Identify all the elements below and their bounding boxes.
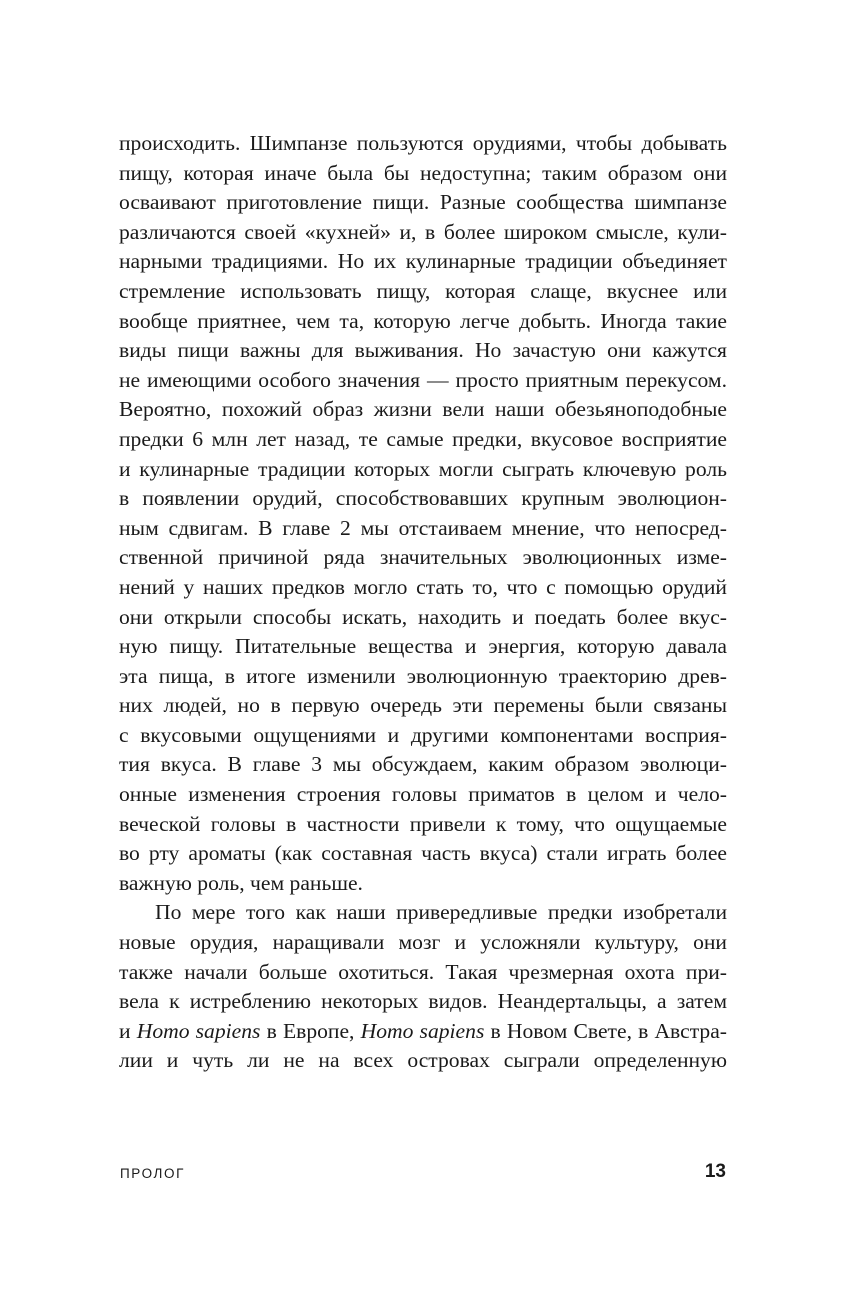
- text-line: в появлении орудий, способствовавших крупным эволюцион-: [119, 486, 727, 511]
- text-line: стремление использовать пищу, которая слаще, вкуснее или: [119, 278, 727, 303]
- text-line: они открыли способы искать, находить и поедать более вкус-: [119, 604, 727, 629]
- text-line: с вкусовыми ощущениями и другими компонентами восприя-: [119, 722, 727, 747]
- text-line: По мере того как наши привередливые предки изобретали: [155, 900, 727, 925]
- species-name-italic: Homo sapiens: [136, 1018, 261, 1043]
- text-line: вела к истреблению некоторых видов. Неандертальцы, а затем: [119, 989, 727, 1014]
- text-line: них людей, но в первую очередь эти перемены были связаны: [119, 693, 727, 718]
- text-line-italic: [119, 1017, 727, 1047]
- text-line: Вероятно, похожий образ жизни вели наши обезьяноподобные: [119, 397, 727, 422]
- text-line: веческой головы в частности привели к тому, что ощущаемые: [119, 811, 727, 836]
- text-line: нений у наших предков могло стать то, что с помощью орудий: [119, 574, 727, 599]
- text-fragment: в Европе,: [260, 1018, 361, 1043]
- text-line: новые орудия, наращивали мозг и усложняли культуру, они: [119, 930, 727, 955]
- text-line: осваивают приготовление пищи. Разные сообщества шимпанзе: [119, 190, 727, 215]
- text-line: вообще приятнее, чем та, которую легче добыть. Иногда такие: [119, 308, 727, 333]
- text-fragment: и: [119, 1018, 137, 1043]
- text-line: пищу, которая иначе была бы недоступна; таким образом они: [119, 160, 727, 185]
- text-line: и кулинарные традиции которых могли сыграть ключевую роль: [119, 456, 727, 481]
- text-line: во рту ароматы (как составная часть вкуса) стали играть более: [119, 841, 727, 866]
- page-number: 13: [704, 1161, 726, 1182]
- text-line: предки 6 млн лет назад, те самые предки, вкусовое восприятие: [119, 426, 727, 451]
- text-line: не имеющими особого значения — просто приятным перекусом.: [119, 367, 727, 392]
- text-line: ственной причиной ряда значительных эволюционных изме-: [119, 545, 727, 570]
- text-line: нарными традициями. Но их кулинарные традиции объединяет: [119, 249, 727, 274]
- text-line: ным сдвигам. В главе 2 мы отстаиваем мнение, что непосред-: [119, 515, 727, 540]
- text-line: также начали больше охотиться. Такая чрезмерная охота при-: [119, 959, 727, 984]
- running-footer-section: ПРОЛОГ: [120, 1166, 186, 1181]
- text-line: виды пищи важны для выживания. Но зачастую они кажутся: [119, 338, 727, 363]
- text-line: онные изменения строения головы приматов в целом и чело-: [119, 782, 727, 807]
- text-line: происходить. Шимпанзе пользуются орудиями, чтобы добывать: [119, 131, 727, 155]
- text-fragment: в Новом Свете, в Австра-: [484, 1018, 727, 1043]
- body-text: [119, 129, 727, 1076]
- text-line: лии и чуть ли не на всех островах сыграли определенную: [119, 1048, 727, 1073]
- text-line: ную пищу. Питательные вещества и энергия, которую давала: [119, 634, 727, 659]
- text-line: различаются своей «кухней» и, в более широком смысле, кули-: [119, 219, 727, 244]
- text-line: важную роль, чем раньше.: [119, 870, 363, 895]
- species-name-italic: Homo sapiens: [360, 1018, 485, 1043]
- text-line: эта пища, в итоге изменили эволюционную траекторию древ-: [119, 663, 727, 688]
- text-line: тия вкуса. В главе 3 мы обсуждаем, каким образом эволюци-: [119, 752, 727, 777]
